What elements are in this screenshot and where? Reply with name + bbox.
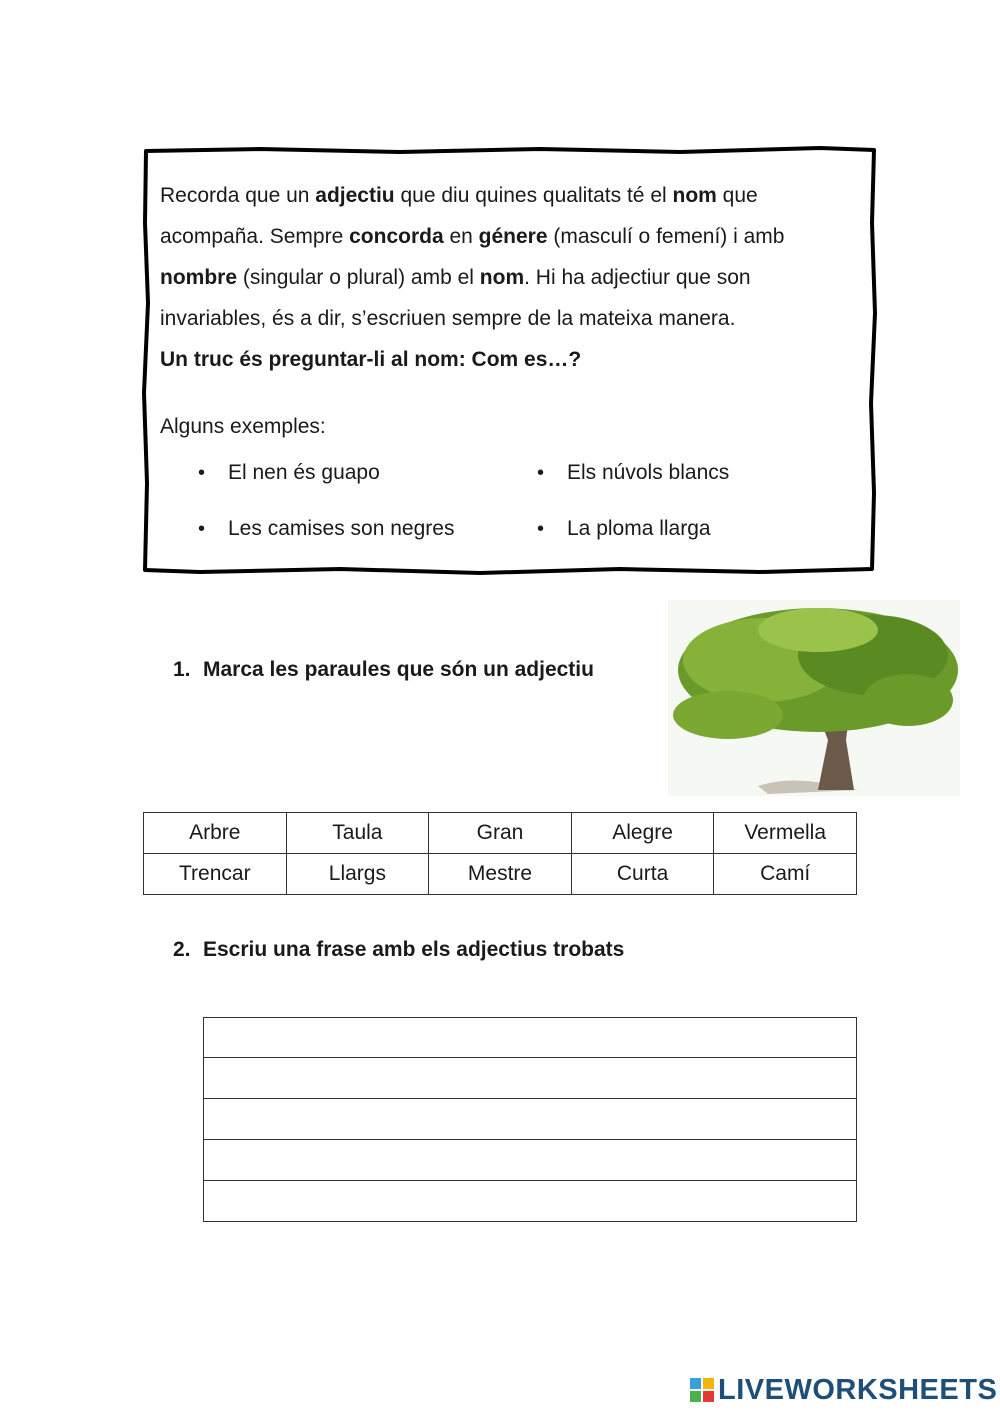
example-item: • La ploma llarga bbox=[537, 517, 711, 540]
bullet-icon: • bbox=[537, 462, 545, 484]
word-cell[interactable]: Alegre bbox=[571, 813, 714, 854]
answer-line[interactable] bbox=[203, 1058, 857, 1099]
word-cell[interactable]: Mestre bbox=[429, 854, 572, 895]
info-text bbox=[160, 175, 860, 447]
word-table bbox=[143, 812, 857, 895]
bullet-icon: • bbox=[537, 518, 545, 540]
info-line-3: nombre (singular o plural) amb el nom. Hi ha adjectiur que son bbox=[160, 266, 751, 289]
examples-title: Alguns exemples: bbox=[160, 415, 326, 438]
answer-line[interactable] bbox=[203, 1181, 857, 1222]
word-cell[interactable]: Curta bbox=[571, 854, 714, 895]
brand-logo bbox=[690, 1374, 997, 1406]
example-item: • El nen és guapo bbox=[198, 461, 380, 484]
word-cell[interactable]: Trencar bbox=[144, 854, 287, 895]
word-cell[interactable]: Gran bbox=[429, 813, 572, 854]
bullet-icon: • bbox=[198, 462, 206, 484]
table-row bbox=[144, 854, 857, 895]
info-line-4: invariables, és a dir, s’escriuen sempre de la mateixa manera. bbox=[160, 307, 736, 330]
word-cell[interactable]: Camí bbox=[714, 854, 857, 895]
info-line-2: acompaña. Sempre concorda en génere (masculí o femení) i amb bbox=[160, 225, 785, 248]
example-item: • Les camises son negres bbox=[198, 517, 455, 540]
example-item: • Els núvols blancs bbox=[537, 461, 730, 484]
word-cell[interactable]: Vermella bbox=[714, 813, 857, 854]
answer-lines bbox=[203, 1017, 857, 1222]
word-cell[interactable]: Arbre bbox=[144, 813, 287, 854]
word-cell[interactable]: Taula bbox=[286, 813, 429, 854]
answer-line[interactable] bbox=[203, 1140, 857, 1181]
answer-line[interactable] bbox=[203, 1099, 857, 1140]
info-box bbox=[140, 143, 880, 575]
bullet-icon: • bbox=[198, 518, 206, 540]
info-line-1: Recorda que un adjectiu que diu quines qualitats té el nom que bbox=[160, 184, 758, 207]
liveworksheets-icon bbox=[690, 1378, 714, 1402]
info-tip: Un truc és preguntar-li al nom: Com es…? bbox=[160, 348, 582, 371]
question-1: 1. Marca les paraules que són un adjectiu bbox=[173, 658, 594, 681]
answer-line[interactable] bbox=[203, 1017, 857, 1058]
table-row bbox=[144, 813, 857, 854]
brand-name: LIVEWORKSHEETS bbox=[718, 1373, 998, 1406]
question-2: 2. Escriu una frase amb els adjectius trobats bbox=[173, 938, 625, 961]
tree-illustration bbox=[668, 600, 960, 796]
word-cell[interactable]: Llargs bbox=[286, 854, 429, 895]
